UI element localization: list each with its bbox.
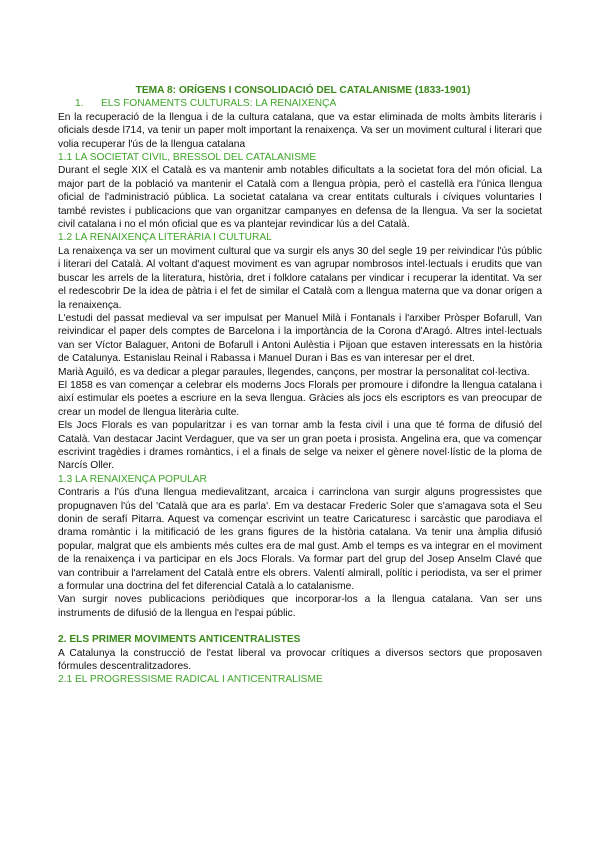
section-heading-2: 2. ELS PRIMER MOVIMENTS ANTICENTRALISTES (58, 634, 301, 646)
subsection-heading-2-1: 2.1 EL PROGRESSISME RADICAL I ANTICENTRALISME (58, 674, 323, 686)
subsection-heading-1-1: 1.1 LA SOCIETAT CIVIL, BRESSOL DEL CATALANISME (58, 152, 317, 164)
paragraph-1-3b: Van surgir noves publicacions periòdiques que incorporar-los a la llengua catalana. Van ser uns instruments de difusió de la llengua en l'espai públic. (58, 594, 542, 619)
section-number: 1. (75, 98, 84, 110)
subsection-heading-1-2: 1.2 LA RENAIXENÇA LITERÀRIA I CULTURAL (58, 232, 272, 244)
paragraph-1-1: Durant el segle XIX el Català es va mantenir amb notables dificultats a la societat fora del món oficial. La major part de la població va mantenir el Català com a llengua pròpia, però el castellà era l'única llengua oficial de l'administració pública. La societat catalana va crear entitats culturals i cíviques voluntaries I també revistes i publicacions que van organitzar campanyes en defensa de la llengua. Va ser la societat civil catalana i no el món oficial que es va plantejar revindicar lús a del Català. (58, 165, 542, 231)
page-title: TEMA 8: ORÍGENS I CONSOLIDACIÓ DEL CATALANISME (1833-1901) (135, 85, 471, 96)
paragraph-1-2b: L'estudi del passat medieval va ser impulsat per Manuel Milà i Fontanals i l'arxiber Pròsper Bofarull, Van reivindicar el paper dels comptes de Barcelona i la importància de la Corona d'Aragó. Altres intel·lectuals van ser Víctor Balaguer, Antoni de Bofarull i Antoni Aulèstia i Pijoan que estaven interessats en la història de Catalunya. Estanislau Reinal i Rabassa i Manuel Duran i Bas es van interesar per el dret. (58, 312, 542, 365)
paragraph-1-2a: La renaixença va ser un moviment cultural que va surgir els anys 30 del segle 19 per reivindicar l'ús públic i literari del Català. Al voltant d'aquest moviment es van agrupar nombrosos intel·lectuals i erudits que van buscar les arrels de la literatura, història, dret i folklore catalans per vindicar i recuperar la identitat. Va ser el redescobrir De la idea de pàtria i el fet de similar el Català com a llengua materna que va donar origen a la renaixença. (58, 245, 542, 311)
document-page (58, 84, 542, 687)
paragraph-1-2e: Els Jocs Florals es van popularitzar i es van tornar amb la festa civil i una que té forma de difusió del Català. Van destacar Jacint Verdaguer, que va ser un gran poeta i prosista. Angelina era, que va començar escrivint tragèdies i drames romàntics, i el a finals de selge va neixer el gènere novel·lístic de la ploma de Narcís Oller. (58, 420, 542, 472)
paragraph-1-3a: Contraris a l'ús d'una llengua medievalitzant, arcaica i carrinclona van surgir alguns progressistes que propugnaven l'ús del 'Català que ara es parla'. Em va destacar Frederic Soler que s'amagava sota el Seu donin de serafí Pitarra. Aquest va començar escrivint un teatre Caricaturesc i sarcàstic que parodiava el drama romàntic i la mitificació de les grans figures de la història catalana. Va tenir una àmplia difusió popular, malgrat que els ambients més cultes era de mal gust. Amb el temps es va integrar en el moviment de la renaixença i va participar en els Jocs Florals. Va formar part del grup del Josep Anselm Clavé que van contribuir a l'arrelament del Català entre els obrers. Valentí almirall, polític i periodista, va ser el primer a formular una doctrina del fet diferencial Català a lo catalanisme. (58, 487, 542, 593)
subsection-heading-1-3: 1.3 LA RENAIXENÇA POPULAR (58, 473, 207, 485)
section-heading-1 (58, 97, 542, 110)
intro-paragraph: En la recuperació de la llengua i de la cultura catalana, que va estar eliminada de molts àmbits literaris i oficials desde l714, va tenir un paper molt important la renaixença. Va ser un moviment cultural i literari que volia recuperar l'ús de la llengua catalana (58, 111, 542, 150)
spacer (58, 620, 542, 633)
section-label: ELS FONAMENTS CULTURALS: LA RENAIXENÇA (101, 98, 337, 110)
paragraph-1-2c: Marià Aguiló, es va dedicar a plegar paraules, llegendes, cançons, per mostrar la personalitat col·lectiva. (58, 366, 530, 378)
paragraph-2: A Catalunya la construcció de l'estat liberal va provocar crítiques a diversos sectors que proposaven fórmules descentralitzadores. (58, 647, 542, 673)
paragraph-1-2d: El 1858 es van començar a celebrar els moderns Jocs Florals per promoure i difondre la llengua catalana i així estimular els poetes a escriure en la seva llengua. Gràcies als jocs els escriptors es van preocupar de crear un model de llengua literària culte. (58, 379, 542, 418)
